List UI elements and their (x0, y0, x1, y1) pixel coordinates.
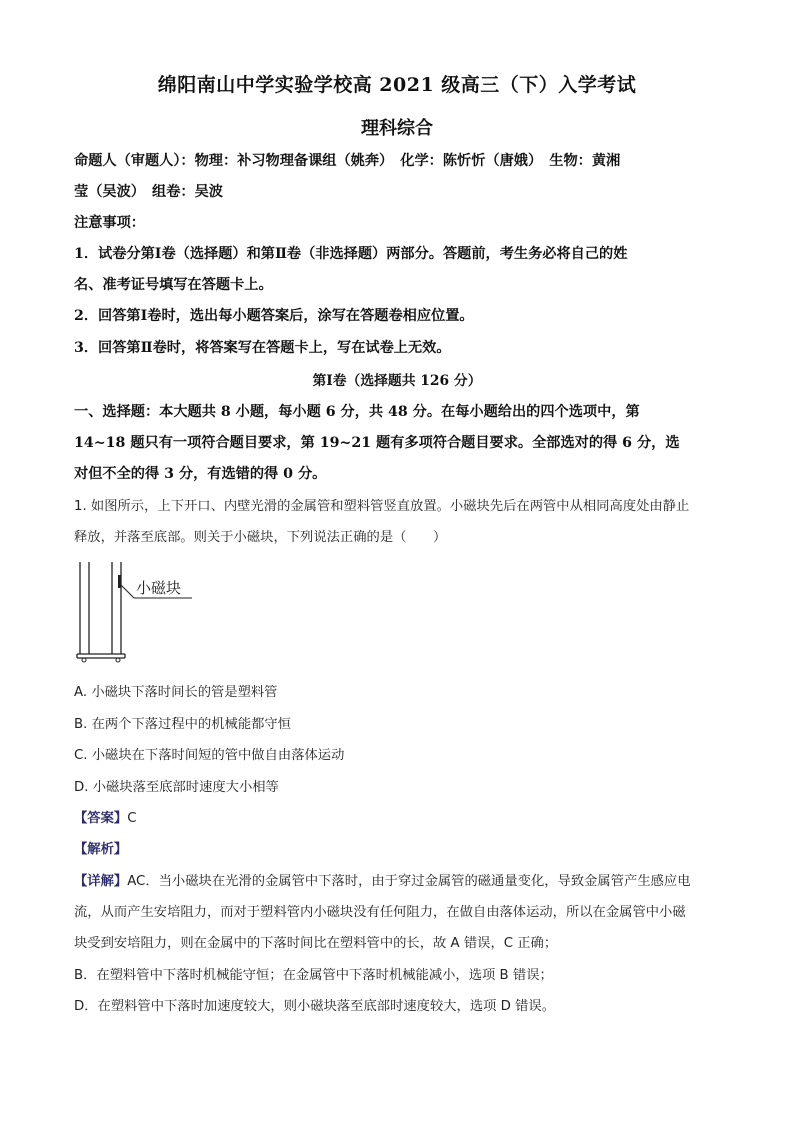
tubes-figure (74, 560, 204, 666)
authors-line-2: 莹（吴波） 组卷：吴波 (74, 184, 223, 200)
notice-item: 1．试卷分第Ⅰ卷（选择题）和第Ⅱ卷（非选择题）两部分。答题前，考生务必将自己的姓 (74, 246, 628, 262)
option-b: B. 在两个下落过程中的机械能都守恒 (74, 717, 292, 732)
notice-item: 3．回答第Ⅱ卷时，将答案写在答题卡上，写在试卷上无效。 (74, 340, 451, 356)
option-c: C. 小磁块在下落时间短的管中做自由落体运动 (74, 748, 345, 763)
section-intro-line: 对但不全的得 3 分，有选错的得 0 分。 (74, 466, 327, 482)
question-stem-line: 1. 如图所示，上下开口、内壁光滑的金属管和塑料管竖直放置。小磁块先后在两管中从相同高度处由静止 (74, 499, 690, 514)
answer-line (74, 807, 136, 826)
exam-title: 绵阳南山中学实验学校高 2021 级高三（下）入学考试 (157, 74, 637, 96)
analysis-tag: 【解析】 (74, 842, 128, 857)
detail-text: AC．当小磁块在光滑的金属管中下落时，由于穿过金属管的磁通量变化，导致金属管产生感应电 (127, 874, 691, 889)
authors-line-1: 命题人（审题人）：物理：补习物理备课组（姚奔） 化学：陈忻忻（唐娥） 生物：黄湘 (74, 153, 621, 169)
answer-value: C (127, 811, 137, 826)
option-a: A. 小磁块下落时间长的管是塑料管 (74, 685, 278, 700)
detail-line: 流，从而产生安培阻力，而对于塑料管内小磁块没有任何阻力，在做自由落体运动，所以在金属管中小磁 (74, 905, 686, 920)
option-d: D. 小磁块落至底部时速度大小相等 (74, 780, 279, 795)
notice-heading: 注意事项： (74, 215, 145, 231)
detail-line: 块受到安培阻力，则在金属中的下落时间比在塑料管中的长，故 A 错误，C 正确； (74, 936, 558, 951)
magnet-block (118, 575, 121, 588)
detail-tag: 【详解】 (74, 874, 128, 889)
detail-line (74, 870, 691, 889)
section-intro-line: 一、选择题：本大题共 8 小题，每小题 6 分，共 48 分。在每小题给出的四个选项中，第 (74, 404, 640, 420)
figure-label: 小磁块 (136, 579, 182, 597)
section-intro-line: 14~18 题只有一项符合题目要求，第 19~21 题有多项符合题目要求。全部选对的得 6 分，选 (74, 435, 680, 451)
exam-subtitle: 理科综合 (361, 118, 433, 139)
section-heading: 第Ⅰ卷（选择题共 126 分） (312, 373, 482, 389)
notice-item: 名、准考证号填写在答题卡上。 (74, 277, 273, 293)
answer-tag: 【答案】 (74, 811, 128, 826)
notice-item: 2．回答第Ⅰ卷时，选出每小题答案后，涂写在答题卷相应位置。 (74, 308, 474, 324)
detail-line: B．在塑料管中下落时机械能守恒；在金属管中下落时机械能减小，选项 B 错误； (74, 968, 553, 983)
label-leader (121, 585, 134, 598)
question-stem-line: 释放，并落至底部。则关于小磁块，下列说法正确的是（ ） (74, 530, 447, 545)
detail-line: D．在塑料管中下落时加速度较大，则小磁块落至底部时速度较大，选项 D 错误。 (74, 999, 556, 1014)
